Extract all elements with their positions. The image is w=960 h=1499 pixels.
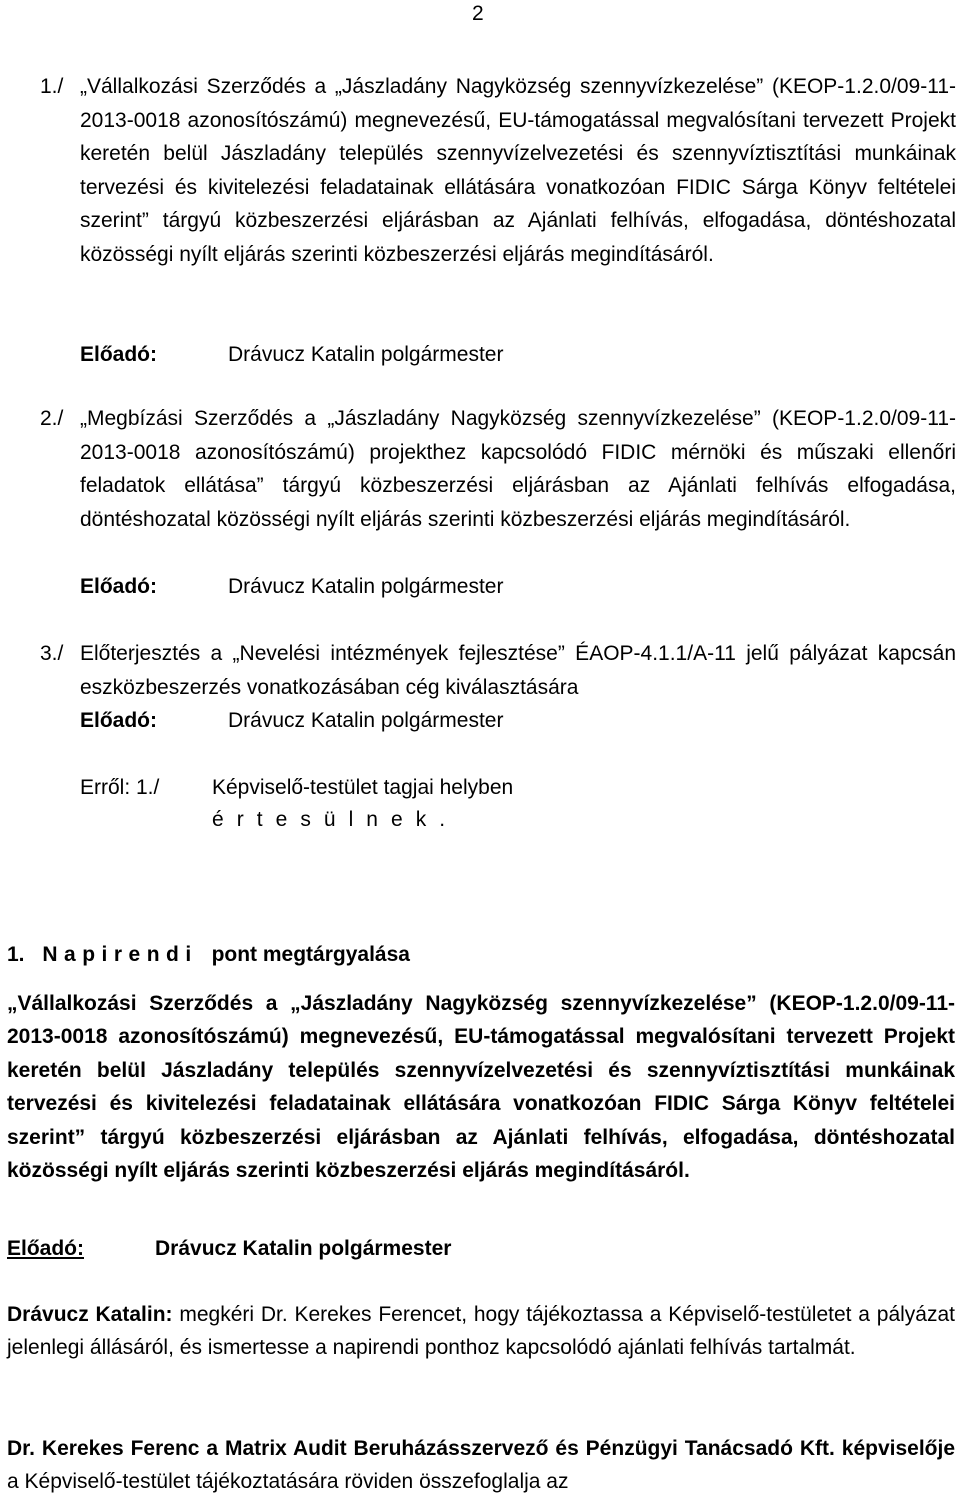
agenda-item-3 [40,637,956,704]
page-number: 2 [472,2,484,25]
agenda-item-1 [40,70,956,272]
notification-recipients: Képviselő-testület tagjai helyben [212,776,514,799]
presenter-name: Drávucz Katalin polgármester [228,709,504,732]
section-spaced-word: Napirendi [42,943,198,966]
agenda-item-number: 3./ [40,642,64,665]
speech-text: a Képviselő-testület tájékoztatására röviden összefoglalja az [7,1470,569,1494]
section-title: „Vállalkozási Szerződés a „Jászladány Nagyközség szennyvízkezelése” (KEOP-1.2.0/09-11-2013-0018 azonosítószámú) megnevezésű, EU-támogatással megvalósítani tervezett Projekt keretén belül Jászladány település szennyvízelvezetési és szennyvíztisztítási munkáinak tervezési és kivitelezési feladatainak ellátására vonatkozóan FIDIC Sárga Könyv feltételei szerint” tárgyú közbeszerzési eljárásban az Ajánlati felhívás, elfogadása, döntéshozatal közösségi nyílt eljárás szerinti közbeszerzési eljárás megindításáról. [7,992,955,1183]
agenda-item-text: „Megbízási Szerződés a „Jászladány Nagyközség szennyvízkezelése” (KEOP-1.2.0/09-11-2013-0018 azonosítószámú) projekthez kapcsolódó FIDIC mérnöki és műszaki ellenőri feladatok ellátása” tárgyú közbeszerzési eljárásban az Ajánlati felhívás elfogadása, döntéshozatal közösségi nyílt eljárás szerinti közbeszerzési eljárás megindításáról. [80,407,956,531]
speech-paragraph-2 [7,1432,955,1499]
presenter-name: Drávucz Katalin polgármester [155,1237,452,1260]
section-heading-rest: pont megtárgyalása [211,943,410,966]
speaker-name: Drávucz Katalin: [7,1303,173,1326]
presenter-name: Drávucz Katalin polgármester [228,575,504,598]
agenda-item-number: 2./ [40,407,64,430]
presenter-label: Előadó: [7,1237,84,1260]
agenda-item-text: „Vállalkozási Szerződés a „Jászladány Nagyközség szennyvízkezelése” (KEOP-1.2.0/09-11-2013-0018 azonosítószámú) megnevezésű, EU-támogatással megvalósítani tervezett Projekt keretén belül Jászladány település szennyvízelvezetési és szennyvíztisztítási munkáinak tervezési és kivitelezési feladatainak ellátására vonatkozóan FIDIC Sárga Könyv feltételei szerint” tárgyú közbeszerzési eljárásban az Ajánlati felhívás, elfogadása, döntéshozatal közösségi nyílt eljárás szerinti közbeszerzési eljárás megindításáról. [80,75,956,266]
presenter-label: Előadó: [80,575,157,598]
notification-verb: é r t e s ü l n e k . [212,808,449,831]
agenda-item-2 [40,402,956,536]
section-number: 1. [7,943,25,966]
presenter-label: Előadó: [80,343,157,366]
notification-label: Erről: 1./ [80,776,160,799]
agenda-item-number: 1./ [40,75,64,98]
presenter-label: Előadó: [80,709,157,732]
speech-text: megkéri Dr. Kerekes Ferencet, hogy tájékoztassa a Képviselő-testületet a pályázat jelenlegi állásáról, és ismertesse a napirendi ponthoz kapcsolódó ajánlati felhívás tartalmát. [7,1303,955,1360]
agenda-item-text: Előterjesztés a „Nevelési intézmények fejlesztése” ÉAOP-4.1.1/A-11 jelű pályázat kapcsán eszközbeszerzés vonatkozásában cég kiválasztására [80,642,956,699]
presenter-name: Drávucz Katalin polgármester [228,343,504,366]
section-heading [7,943,410,967]
speech-paragraph-1 [7,1298,955,1365]
speaker-name: Dr. Kerekes Ferenc a Matrix Audit Beruházásszervező és Pénzügyi Tanácsadó Kft. képviselője [7,1437,955,1460]
